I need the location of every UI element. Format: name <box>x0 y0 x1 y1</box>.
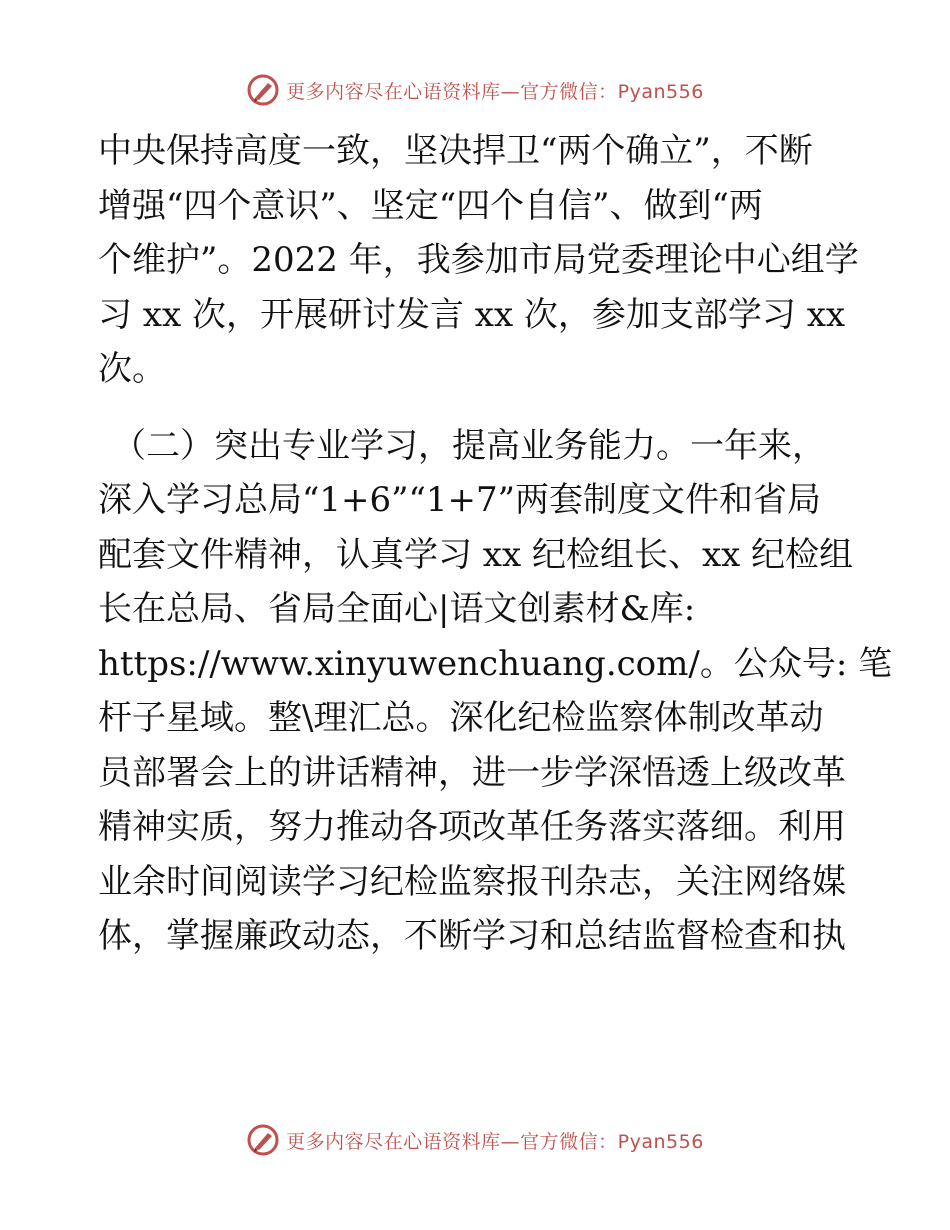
banner-main-text: 更多内容尽在心语资料库 <box>286 1130 501 1153</box>
text-line: 员部署会上的讲话精神，进一步学深悟透上级改革 <box>98 752 846 793</box>
text-line: 业余时间阅读学习纪检监察报刊杂志，关注网络媒 <box>98 861 846 902</box>
text-line: 精神实质，努力推动各项改革任务落实落细。利用 <box>98 807 846 847</box>
footer-banner <box>0 1120 950 1160</box>
text-line: 体，掌握廉政动态，不断学习和总结监督检查和执 <box>98 916 846 956</box>
banner-separator: — <box>500 1130 521 1153</box>
banner-contact-text: 官方微信：Pyan556 <box>520 80 704 103</box>
text-line: 个维护”。2022 年，我参加市局党委理论中心组学 <box>98 240 859 280</box>
pen-logo-icon <box>246 73 280 107</box>
banner-separator: — <box>500 80 521 103</box>
text-line: 次。 <box>98 349 166 389</box>
text-line: （二）突出专业学习，提高业务能力。一年来， <box>112 425 826 466</box>
document-body <box>98 124 893 964</box>
pen-logo-icon <box>246 1123 280 1157</box>
banner-text <box>286 1127 704 1154</box>
paragraph-2 <box>98 419 893 964</box>
text-line: 长在总局、省局全面心|语文创素材&库: <box>98 589 696 629</box>
banner-contact-text: 官方微信：Pyan556 <box>520 1130 704 1153</box>
text-line: https://www.xinyuwenchuang.com/。公众号: 笔 <box>98 643 893 684</box>
text-line: 习 xx 次，开展研讨发言 xx 次，参加支部学习 xx <box>98 294 846 335</box>
text-line: 增强“四个意识”、坚定“四个自信”、做到“两 <box>98 185 763 226</box>
text-line: 中央保持高度一致，坚决捍卫“两个确立”，不断 <box>98 131 813 171</box>
text-line: 配套文件精神，认真学习 xx 纪检组长、xx 纪检组 <box>98 534 854 575</box>
header-banner <box>0 70 950 110</box>
paragraph-1 <box>98 124 858 397</box>
banner-text <box>286 77 704 104</box>
text-line: 深入学习总局“1+6”“1+7”两套制度文件和省局 <box>98 480 822 520</box>
text-line: 杆子星域。整\理汇总。深化纪检监察体制改革动 <box>98 698 824 738</box>
banner-main-text: 更多内容尽在心语资料库 <box>286 80 501 103</box>
